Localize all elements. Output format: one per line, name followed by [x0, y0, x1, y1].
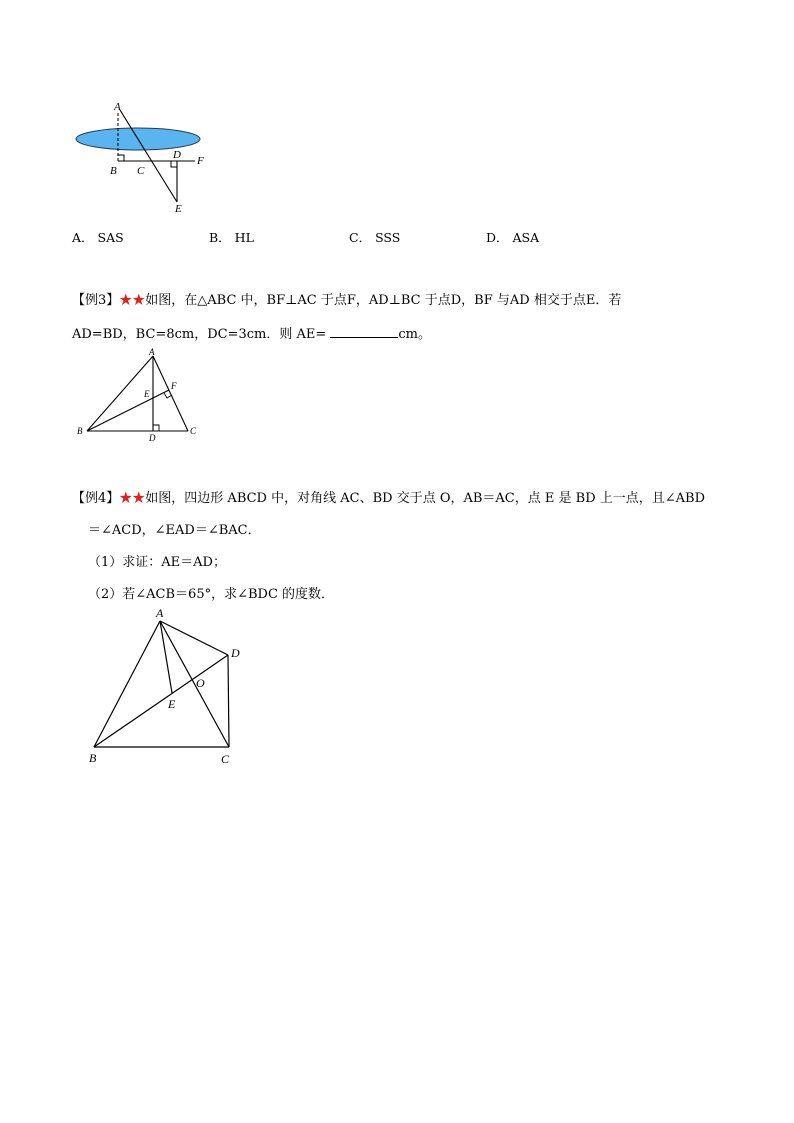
example-3-text-1: 如图，在△ABC 中，BF⊥AC 于点F，AD⊥BC 于点D，BF 与AD 相交于点E．若: [145, 293, 622, 308]
example-4-line-1: [72, 487, 705, 506]
figure-1-label-B: B: [110, 165, 117, 177]
figure-2-label-F: F: [171, 381, 177, 391]
option-a: [72, 228, 124, 246]
example-4-stars: ★★: [119, 491, 146, 506]
example-3-text-3: cm。: [398, 327, 431, 342]
figure-3-label-A: A: [156, 606, 164, 620]
example-4-text-1: 如图，四边形 ABCD 中，对角线 AC、BD 交于点 O，AB＝AC，点 E 是 BD 上一点，且∠ABD: [145, 491, 706, 506]
option-b-text: HL: [234, 230, 254, 245]
option-d: [486, 228, 539, 246]
example-3-text-2: AD=BD，BC=8cm，DC=3cm．则 AE=: [72, 327, 327, 342]
example-4-question-2: （2）若∠ACB＝65°，求∠BDC 的度数．: [88, 587, 335, 602]
option-c: [349, 228, 400, 246]
option-b-letter: B．: [209, 230, 231, 245]
figure-2-right-angle-D: [153, 425, 159, 431]
option-a-letter: A．: [72, 230, 94, 245]
figure-3-line-AD: [160, 621, 228, 655]
example-4-line-2: ＝∠ACD，∠EAD＝∠BAC．: [88, 523, 261, 538]
figure-3-line-AB: [94, 621, 160, 747]
figure-3-label-C: C: [221, 752, 230, 766]
figure-3-line-BD: [94, 655, 228, 747]
example-4-question-1: （1）求证：AE＝AD；: [88, 555, 226, 570]
figure-3-label-O: O: [196, 676, 205, 690]
figure-1-right-angle-D: [171, 161, 177, 167]
figure-3-line-CD: [228, 655, 229, 747]
figure-2-label-C: C: [190, 426, 197, 436]
figure-3-diagram: [80, 600, 260, 775]
option-b: [209, 228, 254, 246]
figure-1-label-C: C: [137, 165, 145, 177]
example-3-line-2: [72, 323, 431, 342]
figure-3-label-E: E: [168, 697, 176, 711]
option-d-text: ASA: [512, 230, 540, 245]
figure-3-label-D: D: [231, 646, 240, 660]
figure-3-label-B: B: [89, 751, 97, 765]
figure-2-line-AC: [153, 356, 188, 431]
example-3-line-1: [72, 289, 621, 308]
figure-1-label-A: A: [114, 101, 121, 113]
figure-2-label-A: A: [149, 347, 155, 357]
example-3-tag: 【例3】: [72, 293, 120, 308]
option-c-text: SSS: [375, 230, 401, 245]
answer-blank[interactable]: [330, 326, 398, 338]
figure-1-right-angle-B: [118, 155, 124, 161]
figure-1-line-AE: [120, 110, 177, 202]
figure-2-label-D: D: [149, 433, 156, 443]
option-c-letter: C．: [349, 230, 372, 245]
option-d-letter: D．: [486, 230, 509, 245]
figure-1-label-E: E: [175, 203, 182, 215]
figure-1-label-D: D: [173, 149, 181, 161]
figure-2-label-E: E: [144, 389, 150, 399]
figure-1-label-F: F: [197, 155, 204, 167]
figure-2-label-B: B: [77, 426, 83, 436]
option-a-text: SAS: [97, 230, 124, 245]
figure-1-diagram: [60, 95, 220, 220]
figure-2-diagram: [72, 345, 202, 445]
example-3-stars: ★★: [119, 293, 146, 308]
example-4-tag: 【例4】: [72, 491, 120, 506]
